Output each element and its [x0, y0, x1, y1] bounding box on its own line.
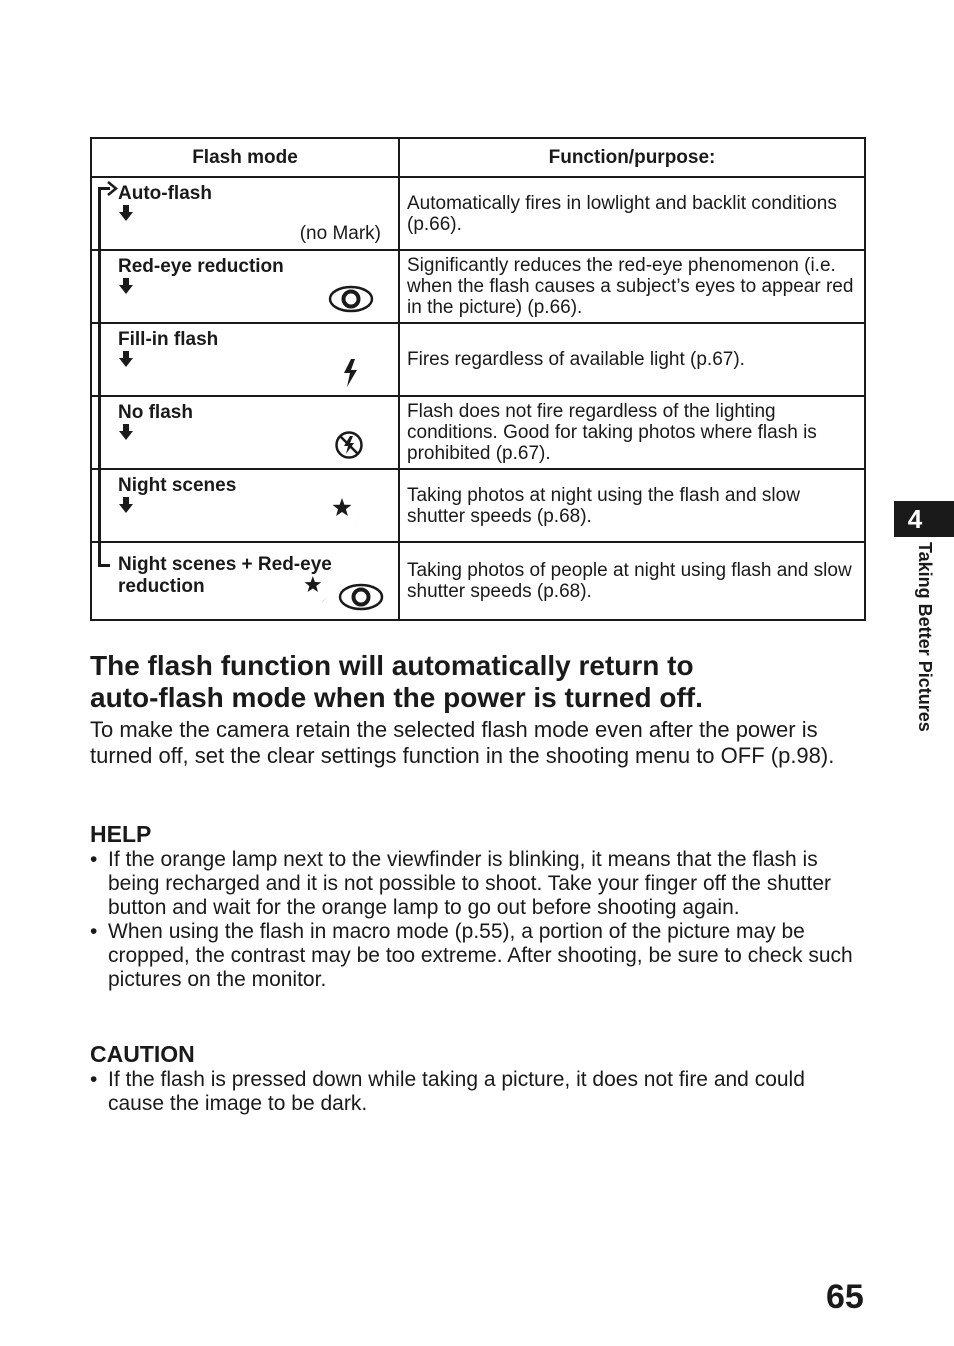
caution-list: [90, 1068, 865, 1116]
mode-cell-auto-flash: [91, 177, 399, 250]
cycle-flow-bottom: [98, 564, 110, 567]
mode-name: Fill-in flash: [118, 329, 219, 350]
notice-heading: [90, 650, 880, 714]
mode-name: No flash: [118, 402, 193, 423]
table-row: [91, 323, 865, 396]
chapter-label: Taking Better Pictures: [915, 542, 935, 732]
function-text: Taking photos of people at night using flash and slow shutter speeds (p.68).: [399, 542, 865, 620]
notice-body: To make the camera retain the selected flash mode even after the power is turned off, set the clear settings function in the shooting menu to OFF (p.98).: [90, 717, 835, 768]
table-header-row: [91, 138, 865, 177]
function-text: Taking photos at night using the flash and slow shutter speeds (p.68).: [399, 469, 865, 542]
mode-cell-red-eye: [91, 250, 399, 323]
table-row: [91, 177, 865, 250]
night-scene-icon: [304, 575, 334, 609]
mode-cell-night-scenes: [91, 469, 399, 542]
cycle-arrow-icon: [106, 181, 118, 196]
table-row: [91, 469, 865, 542]
mode-cell-night-red-eye: [91, 542, 399, 620]
list-item: • If the flash is pressed down while taking a picture, it does not fire and could cause the image to be dark.: [90, 1068, 865, 1116]
no-mark-label: (no Mark): [299, 223, 381, 244]
caution-title: CAUTION: [90, 1041, 195, 1067]
down-arrow-icon: [119, 278, 133, 294]
down-arrow-icon: [119, 497, 133, 513]
function-text: Flash does not fire regardless of the lighting conditions. Good for taking photos where flash is prohibited (p.67).: [399, 396, 865, 469]
night-scene-icon: [332, 498, 366, 534]
function-text: Fires regardless of available light (p.67).: [399, 323, 865, 396]
help-list: [90, 848, 865, 992]
red-eye-icon: [328, 285, 374, 313]
flash-mode-table: [90, 137, 866, 621]
mode-name: Red-eye reduction: [118, 256, 284, 277]
header-function: Function/purpose:: [399, 138, 865, 177]
red-eye-icon: [338, 583, 384, 611]
page-number: 65: [826, 1278, 864, 1316]
function-text: Automatically fires in lowlight and backlit conditions (p.66).: [399, 177, 865, 250]
table-row: [91, 250, 865, 323]
table-row: [91, 542, 865, 620]
header-flash-mode: Flash mode: [91, 138, 399, 177]
function-text: Significantly reduces the red-eye phenomenon (i.e. when the flash causes a subject’s eyes to appear red in the picture) (p.66).: [399, 250, 865, 323]
down-arrow-icon: [119, 424, 133, 440]
cycle-flow-line: [98, 187, 101, 567]
help-title: HELP: [90, 821, 152, 847]
mode-name: [118, 554, 332, 598]
mode-name: Night scenes: [118, 475, 237, 496]
mode-cell-no-flash: [91, 396, 399, 469]
list-item: • When using the flash in macro mode (p.55), a portion of the picture may be cropped, the contrast may be too extreme. After shooting, be sure to check such pictures on the monitor.: [90, 920, 865, 992]
mode-name: Auto-flash: [118, 183, 212, 204]
notice-heading-line2: auto-flash mode when the power is turned off.: [90, 682, 703, 713]
mode-name-line1: Night scenes + Red-eye: [118, 554, 332, 575]
mode-cell-fill-in: [91, 323, 399, 396]
notice-heading-line1: The flash function will automatically return to: [90, 650, 694, 681]
table-row: [91, 396, 865, 469]
flash-bolt-icon: [342, 359, 358, 387]
down-arrow-icon: [119, 205, 133, 221]
list-item: • If the orange lamp next to the viewfinder is blinking, it means that the flash is being recharged and it is not possible to shoot. Take your finger off the shutter button and wait for the orange lamp to go out before shooting again.: [90, 848, 865, 920]
down-arrow-icon: [119, 351, 133, 367]
mode-name-line2: reduction: [118, 576, 205, 597]
chapter-number-tab: 4: [894, 501, 954, 537]
no-flash-icon: [334, 430, 364, 460]
